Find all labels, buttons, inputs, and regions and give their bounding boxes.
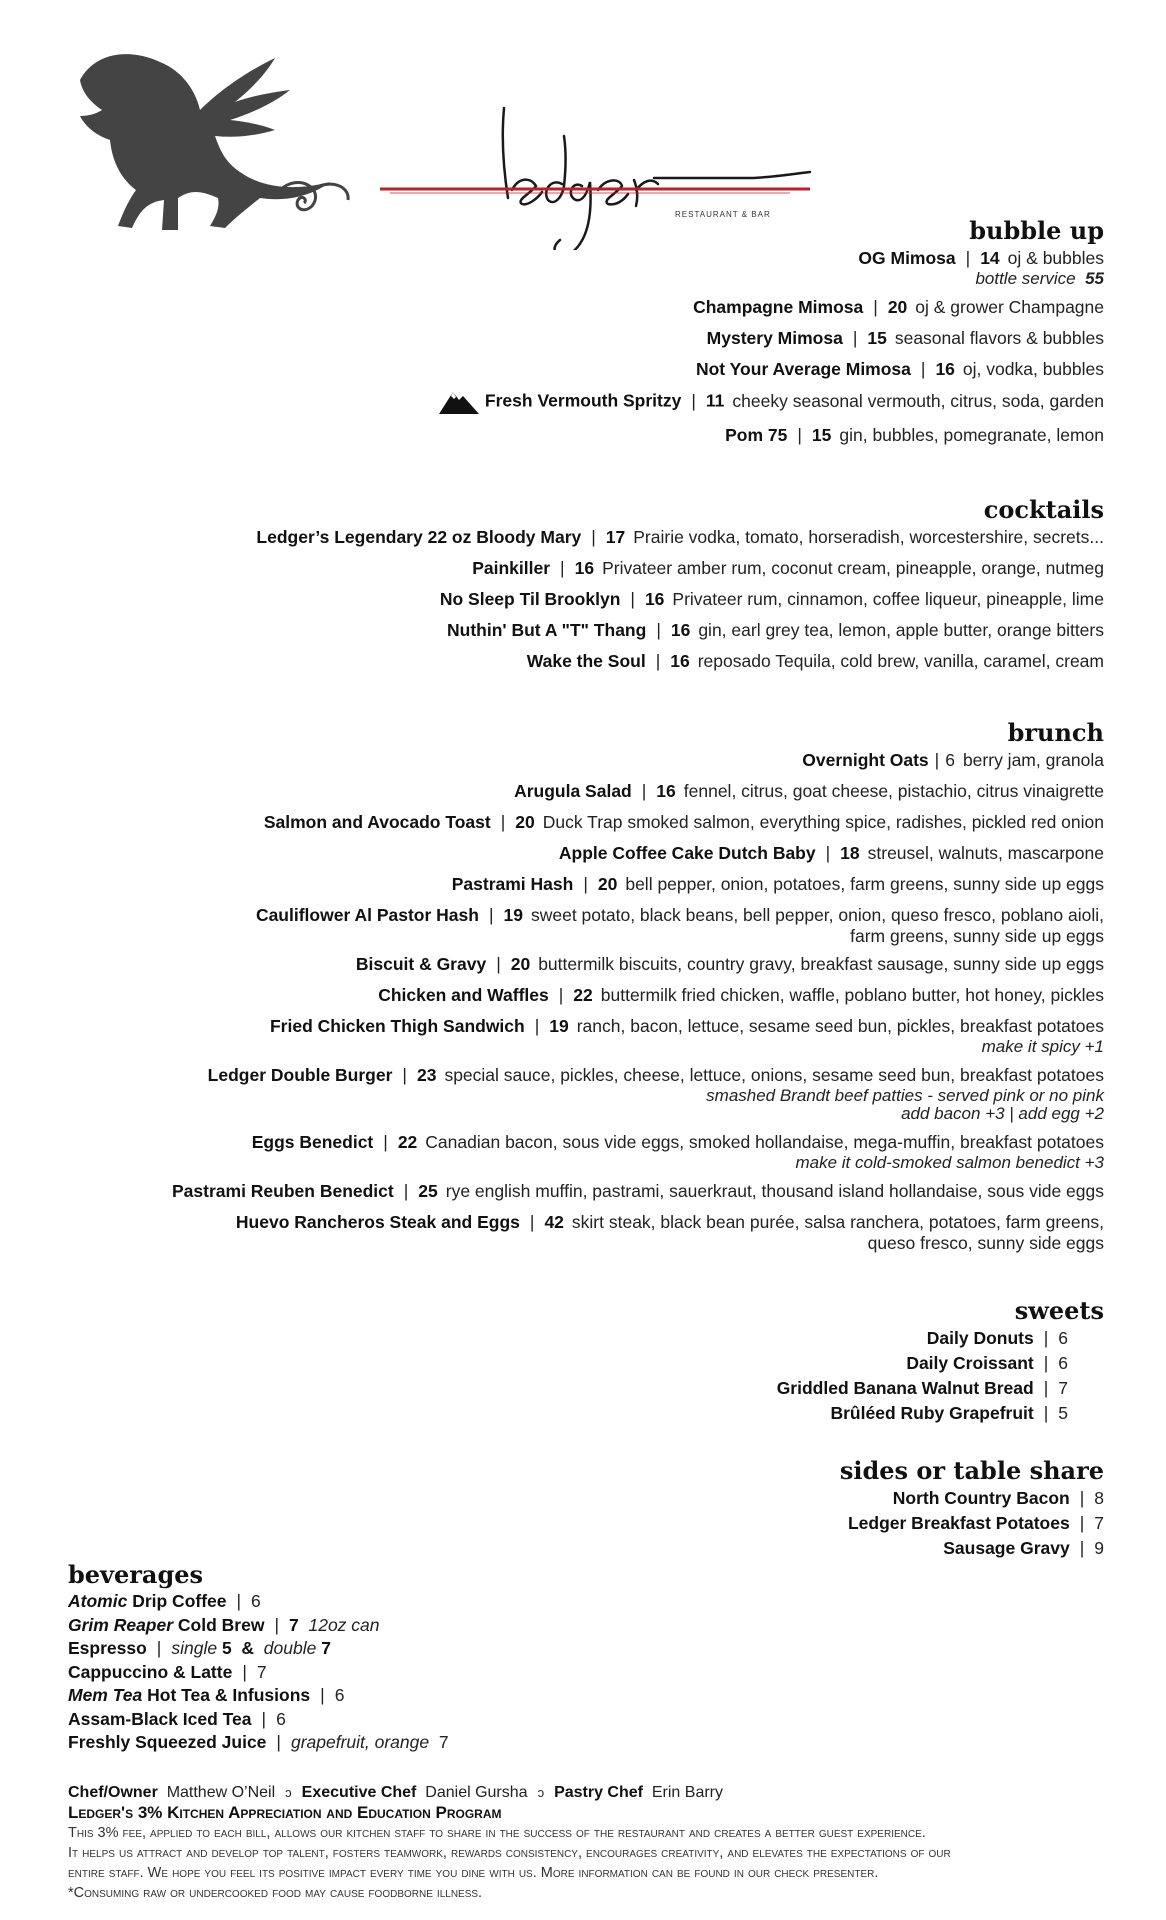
item-desc: buttermilk fried chicken, waffle, poblano butter, hot honey, pickles <box>600 985 1104 1005</box>
item-price: 22 <box>397 1132 418 1152</box>
menu-item: Nuthin' But A "T" Thang | 16 gin, earl grey tea, lemon, apple butter, orange bitters <box>447 620 1104 640</box>
item-note: make it spicy +1 <box>981 1037 1104 1056</box>
sweets-section <box>8 1296 1104 1425</box>
item-desc: Privateer amber rum, coconut cream, pineapple, orange, nutmeg <box>602 558 1104 578</box>
bubble-section <box>44 216 1104 447</box>
item-price: 7 <box>1094 1513 1104 1533</box>
item-price: 20 <box>887 297 908 317</box>
item-name: Ledger’s Legendary 22 oz Bloody Mary <box>256 527 582 547</box>
food-warning: *Consuming raw or undercooked food may cause foodborne illness. <box>68 1885 483 1901</box>
logo-subtitle: RESTAURANT & BAR <box>675 210 771 219</box>
menu-item: Grim Reaper Cold Brew | 7 12oz can <box>68 1614 380 1635</box>
item-name: Apple Coffee Cake Dutch Baby <box>558 843 816 863</box>
item-price: 18 <box>840 843 860 863</box>
item-desc: reposado Tequila, cold brew, vanilla, caramel, cream <box>697 651 1104 671</box>
section-heading: bubble up <box>969 216 1104 245</box>
item-desc: Canadian bacon, sous vide eggs, smoked hollandaise, mega-muffin, breakfast potatoes <box>425 1132 1104 1152</box>
item-price: 22 <box>573 985 593 1005</box>
item-price: 14 <box>980 248 1000 268</box>
item-price: 8 <box>1094 1488 1104 1508</box>
menu-item: North Country Bacon | 8 <box>892 1488 1104 1508</box>
sides-section <box>44 1456 1104 1560</box>
swirl-icon: ↄ <box>285 1785 292 1800</box>
menu-item: Pastrami Reuben Benedict | 25 rye english muffin, pastrami, sauerkraut, thousand island hollandaise, sous vide eggs <box>172 1181 1104 1201</box>
item-price: 23 <box>416 1065 437 1085</box>
item-name: Pastrami Reuben Benedict <box>172 1181 394 1201</box>
item-price: 15 <box>811 425 832 445</box>
section-heading: cocktails <box>983 495 1104 524</box>
item-desc: seasonal flavors & bubbles <box>894 328 1104 348</box>
item-price: 25 <box>418 1181 438 1201</box>
item-price: 16 <box>670 620 691 640</box>
item-note: smashed Brandt beef patties - served pink or no pink <box>706 1086 1104 1105</box>
menu-item: Pastrami Hash | 20 bell pepper, onion, potatoes, farm greens, sunny side up eggs <box>451 874 1104 894</box>
menu-item: OG Mimosa | 14 oj & bubbles bottle service 55 <box>44 246 1104 288</box>
item-name: North Country Bacon <box>892 1488 1070 1508</box>
item-name: Cauliflower Al Pastor Hash <box>255 905 479 925</box>
item-price: 16 <box>656 781 676 801</box>
menu-item: Cauliflower Al Pastor Hash | 19 sweet potato, black beans, bell pepper, onion, queso fresco, poblano aioli, farm greens, sunny side up eggs <box>44 903 1104 945</box>
item-name: Brûléed Ruby Grapefruit <box>830 1403 1034 1423</box>
menu-item: Atomic Drip Coffee | 6 <box>68 1591 261 1611</box>
item-note: bottle service 55 <box>975 269 1104 288</box>
item-name: Eggs Benedict <box>251 1132 374 1152</box>
item-desc: gin, earl grey tea, lemon, apple butter, orange bitters <box>698 620 1104 640</box>
item-name: Biscuit & Gravy <box>355 954 487 974</box>
item-price: 11 <box>705 390 725 411</box>
item-desc: buttermilk biscuits, country gravy, breakfast sausage, sunny side up eggs <box>538 954 1104 974</box>
item-desc: Duck Trap smoked salmon, everything spice, radishes, pickled red onion <box>542 812 1104 832</box>
item-desc: berry jam, granola <box>962 750 1104 770</box>
item-price: 9 <box>1094 1538 1104 1558</box>
item-note: make it cold-smoked salmon benedict +3 <box>795 1153 1104 1172</box>
item-name: OG Mimosa <box>858 248 956 268</box>
footer <box>68 1782 1108 1903</box>
menu-item: Overnight Oats | 6 berry jam, granola <box>802 750 1104 770</box>
item-desc: skirt steak, black bean purée, salsa ranchera, potatoes, farm greens, <box>571 1212 1104 1232</box>
program-title: Ledger's 3% Kitchen Appreciation and Education Program <box>68 1803 502 1822</box>
item-name: Daily Donuts <box>926 1328 1034 1348</box>
item-price: 7 <box>1058 1378 1068 1398</box>
item-price: 15 <box>867 328 887 348</box>
item-price: 16 <box>670 651 690 671</box>
item-desc-continued: queso fresco, sunny side eggs <box>867 1233 1104 1253</box>
item-name: Griddled Banana Walnut Bread <box>776 1378 1034 1398</box>
item-desc: Privateer rum, cinnamon, coffee liqueur, pineapple, lime <box>672 589 1104 609</box>
item-desc: Prairie vodka, tomato, horseradish, worcestershire, secrets... <box>633 527 1104 547</box>
item-price: 19 <box>549 1016 569 1036</box>
item-name: Not Your Average Mimosa <box>695 359 911 379</box>
menu-item: Daily Donuts | 6 <box>926 1328 1068 1348</box>
program-text: entire staff. We hope you feel its positive impact every time you dine with us. More information can be found in our check presenter. <box>68 1865 879 1881</box>
item-name: Overnight Oats <box>802 750 929 770</box>
item-price: 17 <box>605 527 626 547</box>
item-name: Daily Croissant <box>906 1353 1034 1373</box>
item-price: 6 <box>1058 1328 1068 1348</box>
menu-item: Assam-Black Iced Tea | 6 <box>68 1708 286 1729</box>
mountain-icon <box>437 388 481 416</box>
item-price: 42 <box>544 1212 564 1232</box>
item-name: Nuthin' But A "T" Thang <box>447 620 647 640</box>
section-heading: beverages <box>68 1560 204 1589</box>
menu-item: Ledger Double Burger | 23 special sauce, pickles, cheese, lettuce, onions, sesame seed bun, breakfast potatoes smashed Brandt beef patties - served pink or no pink add bacon +3 | add egg +2 <box>44 1063 1104 1123</box>
item-name: Wake the Soul <box>526 651 646 671</box>
item-name: Ledger Double Burger <box>207 1065 393 1085</box>
item-desc-continued: farm greens, sunny side up eggs <box>850 926 1104 946</box>
menu-item: Huevo Rancheros Steak and Eggs | 42 skirt steak, black bean purée, salsa ranchera, potatoes, farm greens, queso fresco, sunny side eggs <box>44 1210 1104 1252</box>
item-price: 16 <box>644 589 665 609</box>
item-desc: rye english muffin, pastrami, sauerkraut, thousand island hollandaise, sous vide eggs <box>445 1181 1104 1201</box>
item-note: add bacon +3 | add egg +2 <box>901 1104 1104 1123</box>
item-price: 16 <box>935 359 955 379</box>
item-desc: oj, vodka, bubbles <box>962 359 1104 379</box>
menu-item: Cappuccino & Latte | 7 <box>68 1661 267 1682</box>
program-text: This 3% fee, applied to each bill, allows our kitchen staff to share in the success of the restaurant and creates a better guest experience. <box>68 1825 926 1841</box>
item-name: Champagne Mimosa <box>693 297 864 317</box>
item-name: No Sleep Til Brooklyn <box>439 589 621 609</box>
item-name: Arugula Salad <box>514 781 632 801</box>
swirl-icon: ↄ <box>537 1785 545 1800</box>
section-heading: sides or table share <box>839 1456 1104 1485</box>
menu-item: Wake the Soul | 16 reposado Tequila, cold brew, vanilla, caramel, cream <box>526 651 1104 671</box>
item-desc: streusel, walnuts, mascarpone <box>867 843 1104 863</box>
item-desc: sweet potato, black beans, bell pepper, onion, queso fresco, poblano aioli, <box>530 905 1104 925</box>
item-price: 19 <box>503 905 523 925</box>
item-name: Painkiller <box>472 558 551 578</box>
item-price: 20 <box>597 874 618 894</box>
item-desc: gin, bubbles, pomegranate, lemon <box>839 425 1104 445</box>
item-price: 6 <box>945 750 955 770</box>
menu-item: Salmon and Avocado Toast | 20 Duck Trap smoked salmon, everything spice, radishes, pickled red onion <box>263 812 1104 832</box>
item-price: 6 <box>1058 1353 1068 1373</box>
item-name: Mystery Mimosa <box>706 328 843 348</box>
item-name: Pom 75 <box>725 425 788 445</box>
item-name: Chicken and Waffles <box>378 985 549 1005</box>
menu-item: Biscuit & Gravy | 20 buttermilk biscuits, country gravy, breakfast sausage, sunny side up eggs <box>355 954 1104 974</box>
menu-item: Not Your Average Mimosa | 16 oj, vodka, bubbles <box>695 359 1104 379</box>
menu-item: No Sleep Til Brooklyn | 16 Privateer rum, cinnamon, coffee liqueur, pineapple, lime <box>439 589 1104 609</box>
section-heading: sweets <box>1014 1296 1104 1325</box>
menu-item: Arugula Salad | 16 fennel, citrus, goat cheese, pistachio, citrus vinaigrette <box>514 781 1104 801</box>
item-name: Ledger Breakfast Potatoes <box>847 1513 1070 1533</box>
cocktails-section <box>44 495 1104 673</box>
item-desc: special sauce, pickles, cheese, lettuce, onions, sesame seed bun, breakfast potatoes <box>444 1065 1104 1085</box>
menu-item: Ledger’s Legendary 22 oz Bloody Mary | 17 Prairie vodka, tomato, horseradish, worcestershire, secrets... <box>256 527 1104 547</box>
item-desc: cheeky seasonal vermouth, citrus, soda, garden <box>732 390 1104 411</box>
menu-item: Fresh Vermouth Spritzy | 11 cheeky seasonal vermouth, citrus, soda, garden <box>44 388 1104 416</box>
item-name: Fried Chicken Thigh Sandwich <box>269 1016 525 1036</box>
program-text: It helps us attract and develop top talent, fosters teamwork, rewards consistency, encourages creativity, and elevates the expectations of our <box>68 1845 951 1861</box>
item-desc: oj & bubbles <box>1007 248 1104 268</box>
item-desc: oj & grower Champagne <box>915 297 1104 317</box>
menu-item: Apple Coffee Cake Dutch Baby | 18 streusel, walnuts, mascarpone <box>558 843 1104 863</box>
menu-item: Griddled Banana Walnut Bread | 7 <box>776 1378 1068 1398</box>
menu-item: Pom 75 | 15 gin, bubbles, pomegranate, lemon <box>725 425 1104 445</box>
menu-item: Mem Tea Hot Tea & Infusions | 6 <box>68 1685 345 1705</box>
menu-item: Eggs Benedict | 22 Canadian bacon, sous vide eggs, smoked hollandaise, mega-muffin, breakfast potatoes make it cold-smoked salmon benedict +3 <box>44 1130 1104 1172</box>
menu-item: Painkiller | 16 Privateer amber rum, coconut cream, pineapple, orange, nutmeg <box>472 558 1104 578</box>
menu-item: Fried Chicken Thigh Sandwich | 19 ranch, bacon, lettuce, sesame seed bun, pickles, breakfast potatoes make it spicy +1 <box>44 1014 1104 1056</box>
item-desc: fennel, citrus, goat cheese, pistachio, citrus vinaigrette <box>683 781 1104 801</box>
chef-credits: Chef/Owner Matthew O’Neil ↄ Executive Chef Daniel Gursha ↄ Pastry Chef Erin Barry <box>68 1784 723 1801</box>
menu-item: Sausage Gravy | 9 <box>943 1538 1104 1558</box>
item-price: 16 <box>574 558 595 578</box>
menu-item: Brûléed Ruby Grapefruit | 5 <box>830 1403 1068 1423</box>
menu-item: Ledger Breakfast Potatoes | 7 <box>847 1513 1104 1533</box>
brunch-section <box>44 718 1104 1252</box>
menu-item: Mystery Mimosa | 15 seasonal flavors & bubbles <box>706 328 1104 348</box>
item-price: 20 <box>515 812 535 832</box>
beverages-section <box>68 1560 668 1755</box>
item-name: Sausage Gravy <box>943 1538 1070 1558</box>
section-heading: brunch <box>1007 718 1104 747</box>
item-desc: ranch, bacon, lettuce, sesame seed bun, pickles, breakfast potatoes <box>576 1016 1104 1036</box>
menu-item: Espresso | single 5 & double 7 <box>68 1638 331 1658</box>
menu-item: Champagne Mimosa | 20 oj & grower Champagne <box>693 297 1104 317</box>
item-price: 20 <box>510 954 531 974</box>
item-name: Pastrami Hash <box>451 874 574 894</box>
item-desc: bell pepper, onion, potatoes, farm greens, sunny side up eggs <box>625 874 1104 894</box>
item-name: Fresh Vermouth Spritzy <box>484 390 682 411</box>
menu-item: Daily Croissant | 6 <box>906 1353 1068 1373</box>
menu-item: Freshly Squeezed Juice | grapefruit, orange 7 <box>68 1732 449 1752</box>
item-name: Salmon and Avocado Toast <box>263 812 491 832</box>
item-name: Huevo Rancheros Steak and Eggs <box>235 1212 520 1232</box>
item-price: 5 <box>1058 1403 1068 1423</box>
menu-item: Chicken and Waffles | 22 buttermilk fried chicken, waffle, poblano butter, hot honey, pickles <box>378 985 1104 1005</box>
